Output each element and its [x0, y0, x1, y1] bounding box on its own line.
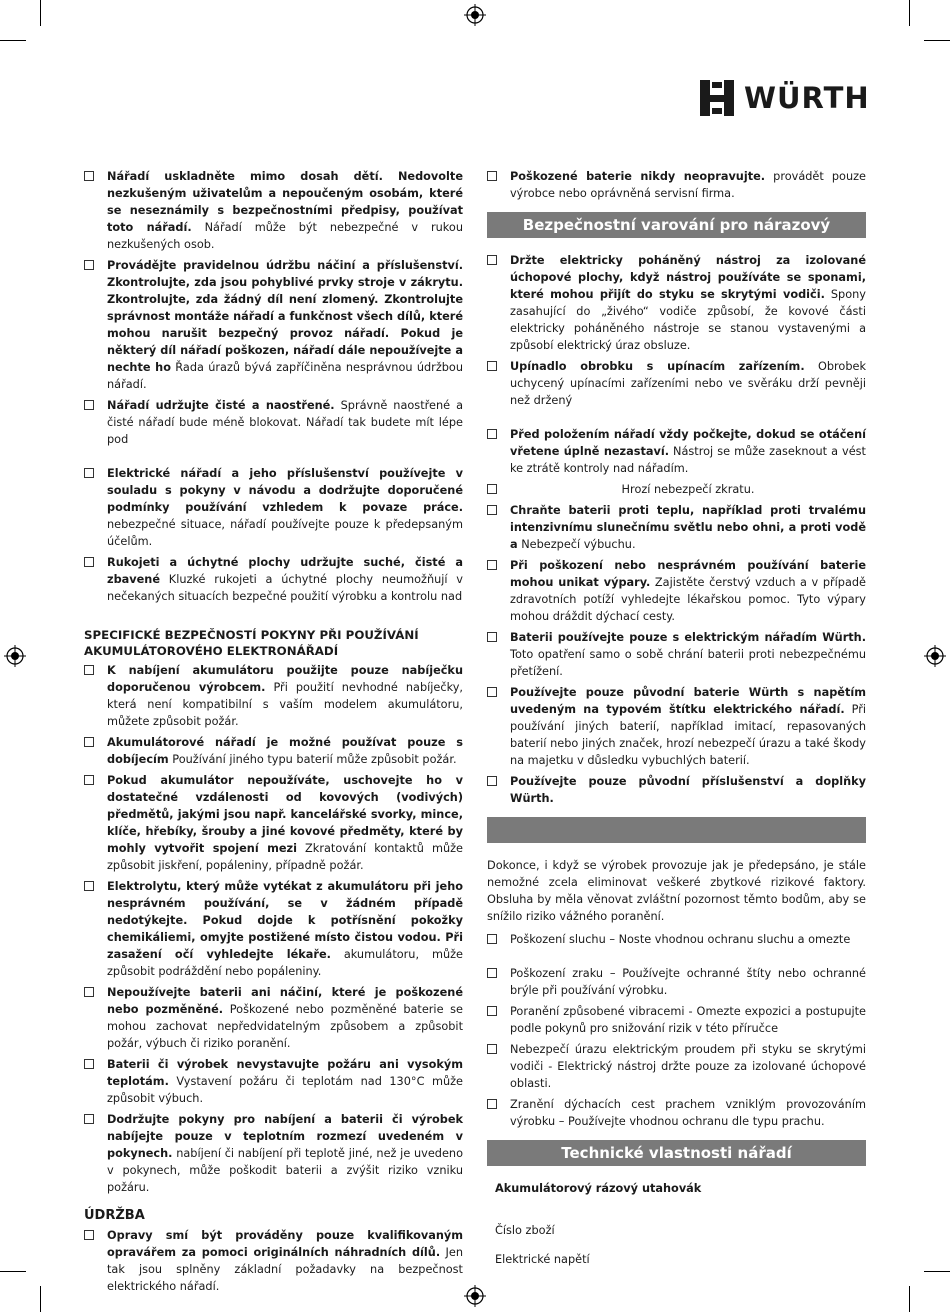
checkbox-icon — [487, 632, 497, 642]
list-item: Pokud akumulátor nepoužíváte, uschovejte ho v dostatečné vzdálenosti od kovových (vodivých) předmětů, jakými jsou např. kancelářské svorky, mince, klíče, hřebíky, šrouby a jiné kovové předměty, které by mohly vytvořit spojení mezi Zkratování kontaktů může způsobit jiskření, popáleniny, případně požár. — [84, 772, 463, 874]
checkbox-icon — [487, 1044, 497, 1054]
registration-mark-icon — [464, 4, 486, 26]
checkbox-icon — [487, 968, 497, 978]
registration-mark-icon — [4, 645, 26, 667]
checkbox-icon — [84, 557, 94, 567]
crop-mark — [0, 40, 26, 41]
checkbox-icon — [487, 361, 497, 371]
checkbox-icon — [84, 737, 94, 747]
checkbox-icon — [84, 775, 94, 785]
checkbox-icon — [487, 687, 497, 697]
checkbox-icon — [487, 429, 497, 439]
list-item: Rukojeti a úchytné plochy udržujte suché, čisté a zbavené Kluzké rukojeti a úchytné plochy neumožňují v nečekaných situacích bezpečné použití výrobku a kontrolu nad — [84, 554, 463, 605]
checkbox-icon — [487, 934, 497, 944]
checkbox-icon — [487, 171, 497, 181]
checkbox-icon — [84, 468, 94, 478]
crop-mark — [40, 0, 41, 26]
list-item: Akumulátorové nářadí je možné používat pouze s dobíjecím Používání jiného typu baterií může způsobit požár. — [84, 734, 463, 768]
residual-risk-intro: Dokonce, i když se výrobek provozuje jak je předepsáno, je stále nemožné zcela eliminovat veškeré zbytkové rizikové faktory. Obsluha by měla věnovat zvláštní pozornost těmto bodům, aby se snížilo riziko vážného poranění. — [487, 859, 866, 923]
section-bar-technical: Technické vlastnosti nářadí — [487, 1140, 866, 1166]
left-column — [84, 168, 463, 1299]
list-item: Baterii používejte pouze s elektrickým nářadím Würth. Toto opatření samo o sobě chrání baterii proti nebezpečnému přetížení. — [487, 629, 866, 680]
section-heading-battery: SPECIFICKÉ BEZPEČNOSTÍ POKYNY PŘI POUŽÍVÁNÍ AKUMULÁTOROVÉHO ELEKTRONÁŘADÍ — [84, 628, 419, 658]
list-item: Upínadlo obrobku s upínacím zařízením. Obrobek uchycený upínacími zařízeními nebo ve svěráku drží pevněji než držený — [487, 358, 866, 409]
brand-name: WÜRTH — [744, 81, 870, 115]
list-item: Nepoužívejte baterii ani náčiní, které je poškozené nebo pozměněné. Poškozené nebo pozměněné baterie se mohou zachovat nepředvidatelným způsobem a způsobit požár, výbuch či riziko poranění. — [84, 984, 463, 1052]
checkbox-icon — [84, 665, 94, 675]
list-item: Baterii či výrobek nevystavujte požáru ani vysokým teplotám. Vystavení požáru či teplotám nad 130°C může způsobit výbuch. — [84, 1056, 463, 1107]
section-bar-residual-risks — [487, 817, 866, 843]
list-item: Nářadí udržujte čisté a naostřené. Správně naostřené a čisté nářadí bude méně blokovat. Nářadí tak budete mít lépe pod — [84, 397, 463, 448]
list-item: Používejte pouze původní příslušenství a doplňky Würth. — [487, 773, 866, 807]
registration-mark-icon — [924, 645, 946, 667]
list-item: Držte elektricky poháněný nástroj za izolované úchopové plochy, když nástroj používáte se sponami, které mohou přijít do styku se skrytými vodiči. Spony zasahující do „živého“ vodiče způsobí, že kovové části elektricky poháněného nástroje se stanou vystavenými a způsobí elektrický úraz obsluze. — [487, 252, 866, 354]
crop-mark — [924, 1271, 950, 1272]
checkbox-icon — [84, 171, 94, 181]
checkbox-icon — [84, 400, 94, 410]
crop-mark — [909, 1286, 910, 1312]
list-item: Elektrické nářadí a jeho příslušenství používejte v souladu s pokyny v návodu a dodržujte doporučené podmínky používání vzhledem k povaze práce. nebezpečné situace, nářadí používejte pouze k předepsaným účelům. — [84, 465, 463, 550]
list-item: K nabíjení akumulátoru použijte pouze nabíječku doporučenou výrobcem. Při použití nevhodné nabíječky, která není kompatibilní s vaším modelem akumulátoru, můžete způsobit požár. — [84, 662, 463, 730]
list-item: Nářadí uskladněte mimo dosah dětí. Nedovolte nezkušeným uživatelům a nepoučeným osobám, které se neseznámily s bezpečnostními předpisy, používat toto nářadí. Nářadí může být nebezpečné v rukou nezkušených osob. — [84, 168, 463, 253]
list-item: Dodržujte pokyny pro nabíjení a baterii či výrobek nabíjejte pouze v teplotním rozmezí uvedeném v pokynech. nabíjení či nabíjení při teplotě jiné, než je uvedeno v pokynech, může poškodit baterii a zvýšit riziko vzniku požáru. — [84, 1111, 463, 1196]
wurth-logo — [700, 80, 870, 116]
crop-mark — [0, 1271, 26, 1272]
list-item: Hrozí nebezpečí zkratu. — [487, 481, 866, 498]
checkbox-icon — [84, 1114, 94, 1124]
section-bar-impact-warning: Bezpečnostní varování pro nárazový — [487, 212, 866, 238]
checkbox-icon — [84, 1059, 94, 1069]
checkbox-icon — [487, 255, 497, 265]
checkbox-icon — [84, 987, 94, 997]
list-item: Poškozené baterie nikdy neopravujte. provádět pouze výrobce nebo oprávněná servisní firma. — [487, 168, 866, 202]
checkbox-icon — [487, 1006, 497, 1016]
registration-mark-icon — [464, 1285, 486, 1307]
checkbox-icon — [487, 776, 497, 786]
list-item: Elektrolytu, který může vytékat z akumulátoru při jeho nesprávném používání, se v žádném případě nedotýkejte. Pokud dojde k potřísnění pokožky chemikáliemi, omyjte postižené místo čistou vodou. Při zasažení očí vyhledejte lékaře. akumulátoru, může způsobit podráždění nebo popáleniny. — [84, 878, 463, 980]
wurth-logo-icon — [700, 80, 734, 116]
list-item: Používejte pouze původní baterie Würth s napětím uvedeným na typovém štítku elektrického nářadí. Při používání jiných baterií, například imitací, repasovaných baterií nebo jiných značek, hrozí nebezpečí úrazu a také škody na majetku v důsledku vybuchlých baterií. — [487, 684, 866, 769]
spec-row-voltage: Elektrické napětí — [495, 1253, 590, 1266]
crop-mark — [909, 0, 910, 26]
checkbox-icon — [84, 1230, 94, 1240]
spec-title: Akumulátorový rázový utahovák — [495, 1182, 702, 1195]
list-item: Poškození sluchu – Noste vhodnou ochranu sluchu a omezte — [487, 931, 866, 948]
list-item: Před položením nářadí vždy počkejte, dokud se otáčení vřetene úplně nezastaví. Nástroj se může zaseknout a vést ke ztrátě kontroly nad nářadím. — [487, 426, 866, 477]
checkbox-icon — [487, 484, 497, 494]
list-item: Opravy smí být prováděny pouze kvalifikovaným opravářem za pomoci originálních náhradních dílů. Jen tak jsou splněny základní požadavky na bezpečnost elektrického nářadí. — [84, 1227, 463, 1295]
crop-mark — [40, 1286, 41, 1312]
spec-row-article-number: Číslo zboží — [495, 1224, 555, 1237]
section-heading-maintenance: ÚDRŽBA — [84, 1208, 145, 1223]
checkbox-icon — [487, 1099, 497, 1109]
right-column — [487, 168, 866, 1268]
checkbox-icon — [84, 881, 94, 891]
crop-mark — [924, 40, 950, 41]
list-item: Provádějte pravidelnou údržbu náčiní a příslušenství. Zkontrolujte, zda jsou pohyblivé prvky stroje v zákrytu. Zkontrolujte, zda žádný díl není zlomený. Zkontrolujte správnost montáže nářadí a funkčnost všech dílů, které mohou narušit bezpečný provoz nářadí. Pokud je některý díl nářadí poškozen, nářadí dále nepoužívejte a nechte ho Řada úrazů bývá zapříčiněna nesprávnou údržbou nářadí. — [84, 257, 463, 393]
list-item: Zranění dýchacích cest prachem vzniklým provozováním výrobku – Používejte vhodnou ochranu dle typu prachu. — [487, 1096, 866, 1130]
list-item: Poškození zraku – Používejte ochranné štíty nebo ochranné brýle při používání výrobku. — [487, 965, 866, 999]
checkbox-icon — [487, 560, 497, 570]
list-item: Při poškození nebo nesprávném používání baterie mohou unikat výpary. Zajistěte čerstvý vzduch a v případě zdravotních potíží vyhledejte lékařskou pomoc. Tyto výpary mohou dráždit dýchací cesty. — [487, 557, 866, 625]
list-item: Chraňte baterii proti teplu, například proti trvalému intenzivnímu slunečnímu světlu nebo ohni, a proti vodě a Nebezpečí výbuchu. — [487, 502, 866, 553]
checkbox-icon — [84, 260, 94, 270]
list-item: Nebezpečí úrazu elektrickým proudem při styku se skrytými vodiči - Elektrický nástroj držte pouze za izolované úchopové oblasti. — [487, 1041, 866, 1092]
checkbox-icon — [487, 505, 497, 515]
list-item: Poranění způsobené vibracemi - Omezte expozici a postupujte podle pokynů pro snižování rizik v této příručce — [487, 1003, 866, 1037]
